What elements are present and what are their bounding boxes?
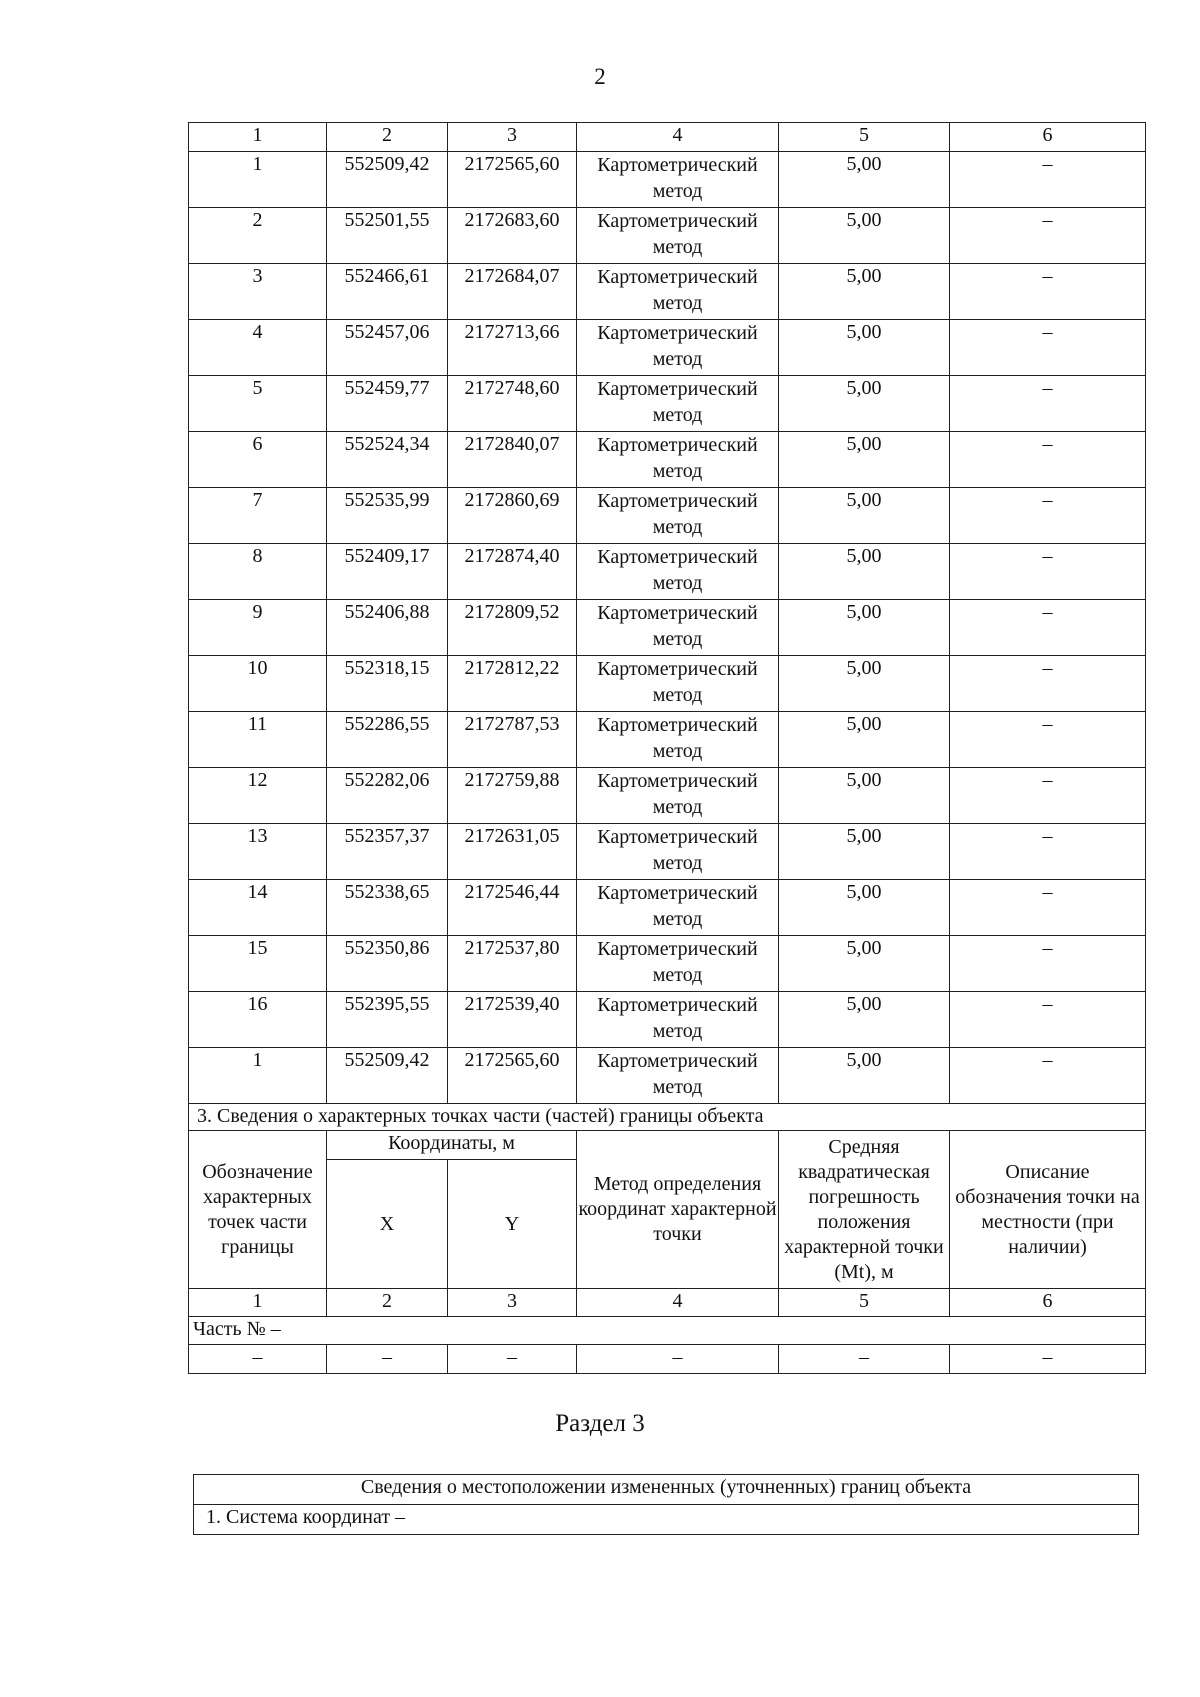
column-number: 4 xyxy=(577,123,779,152)
section-3-header-row xyxy=(189,1131,1146,1160)
point-number-cell: 15 xyxy=(189,936,327,992)
column-number: 4 xyxy=(577,1289,779,1317)
section-3-title: 3. Сведения о характерных точках части (частей) границы объекта xyxy=(189,1104,1146,1131)
accuracy-cell: 5,00 xyxy=(779,152,950,208)
description-cell: – xyxy=(950,992,1146,1048)
column-number: 6 xyxy=(950,1289,1146,1317)
point-number-cell: 10 xyxy=(189,656,327,712)
accuracy-cell: 5,00 xyxy=(779,992,950,1048)
method-cell: Картометрический метод xyxy=(577,1048,779,1104)
point-number-cell: 7 xyxy=(189,488,327,544)
empty-cell: – xyxy=(577,1345,779,1374)
accuracy-cell: 5,00 xyxy=(779,824,950,880)
page-number: 2 xyxy=(594,64,606,89)
empty-cell: – xyxy=(189,1345,327,1374)
point-number-cell: 8 xyxy=(189,544,327,600)
empty-cell: – xyxy=(950,1345,1146,1374)
boundary-points-table xyxy=(188,122,1146,1374)
method-cell: Картометрический метод xyxy=(577,320,779,376)
x-coordinate-cell: 552357,37 xyxy=(327,824,448,880)
empty-cell: – xyxy=(779,1345,950,1374)
header-x: X xyxy=(327,1160,448,1289)
method-cell: Картометрический метод xyxy=(577,712,779,768)
y-coordinate-cell: 2172809,52 xyxy=(448,600,577,656)
description-cell: – xyxy=(950,264,1146,320)
x-coordinate-cell: 552535,99 xyxy=(327,488,448,544)
x-coordinate-cell: 552338,65 xyxy=(327,880,448,936)
description-cell: – xyxy=(950,656,1146,712)
x-coordinate-cell: 552318,15 xyxy=(327,656,448,712)
x-coordinate-cell: 552509,42 xyxy=(327,152,448,208)
method-cell: Картометрический метод xyxy=(577,208,779,264)
accuracy-cell: 5,00 xyxy=(779,1048,950,1104)
method-cell: Картометрический метод xyxy=(577,152,779,208)
header-y: Y xyxy=(448,1160,577,1289)
part-number-label: Часть № – xyxy=(189,1317,1146,1345)
accuracy-cell: 5,00 xyxy=(779,880,950,936)
point-number-cell: 5 xyxy=(189,376,327,432)
table-row xyxy=(189,320,1146,376)
y-coordinate-cell: 2172565,60 xyxy=(448,1048,577,1104)
y-coordinate-cell: 2172631,05 xyxy=(448,824,577,880)
header-coordinates: Координаты, м xyxy=(327,1131,577,1160)
x-coordinate-cell: 552509,42 xyxy=(327,1048,448,1104)
coordinate-system-row xyxy=(194,1505,1139,1535)
description-cell: – xyxy=(950,376,1146,432)
point-number-cell: 1 xyxy=(189,152,327,208)
point-number-cell: 2 xyxy=(189,208,327,264)
method-cell: Картометрический метод xyxy=(577,488,779,544)
table-row xyxy=(189,1048,1146,1104)
x-coordinate-cell: 552466,61 xyxy=(327,264,448,320)
y-coordinate-cell: 2172787,53 xyxy=(448,712,577,768)
y-coordinate-cell: 2172840,07 xyxy=(448,432,577,488)
column-number: 6 xyxy=(950,123,1146,152)
table-row xyxy=(189,880,1146,936)
accuracy-cell: 5,00 xyxy=(779,264,950,320)
changed-boundaries-header: Сведения о местоположении измененных (уточненных) границ объекта xyxy=(194,1475,1139,1505)
column-number: 1 xyxy=(189,1289,327,1317)
razdel-title: Раздел 3 xyxy=(555,1410,645,1437)
changed-boundaries-header-row xyxy=(194,1475,1139,1505)
x-coordinate-cell: 552286,55 xyxy=(327,712,448,768)
accuracy-cell: 5,00 xyxy=(779,376,950,432)
description-cell: – xyxy=(950,768,1146,824)
column-number: 2 xyxy=(327,123,448,152)
accuracy-cell: 5,00 xyxy=(779,488,950,544)
method-cell: Картометрический метод xyxy=(577,432,779,488)
header-point-designation: Обозначение характерных точек части границы xyxy=(189,1131,327,1289)
empty-data-row xyxy=(189,1345,1146,1374)
description-cell: – xyxy=(950,544,1146,600)
description-cell: – xyxy=(950,824,1146,880)
section-3-column-numbers xyxy=(189,1289,1146,1317)
description-cell: – xyxy=(950,320,1146,376)
table-row xyxy=(189,824,1146,880)
description-cell: – xyxy=(950,208,1146,264)
method-cell: Картометрический метод xyxy=(577,544,779,600)
table-row xyxy=(189,712,1146,768)
y-coordinate-cell: 2172713,66 xyxy=(448,320,577,376)
point-number-cell: 12 xyxy=(189,768,327,824)
accuracy-cell: 5,00 xyxy=(779,768,950,824)
table-row xyxy=(189,936,1146,992)
table-row xyxy=(189,768,1146,824)
y-coordinate-cell: 2172874,40 xyxy=(448,544,577,600)
x-coordinate-cell: 552350,86 xyxy=(327,936,448,992)
y-coordinate-cell: 2172812,22 xyxy=(448,656,577,712)
method-cell: Картометрический метод xyxy=(577,264,779,320)
description-cell: – xyxy=(950,152,1146,208)
table-row xyxy=(189,488,1146,544)
x-coordinate-cell: 552459,77 xyxy=(327,376,448,432)
method-cell: Картометрический метод xyxy=(577,768,779,824)
y-coordinate-cell: 2172759,88 xyxy=(448,768,577,824)
table-row xyxy=(189,376,1146,432)
description-cell: – xyxy=(950,1048,1146,1104)
y-coordinate-cell: 2172748,60 xyxy=(448,376,577,432)
table-row xyxy=(189,992,1146,1048)
method-cell: Картометрический метод xyxy=(577,992,779,1048)
accuracy-cell: 5,00 xyxy=(779,544,950,600)
method-cell: Картометрический метод xyxy=(577,880,779,936)
empty-cell: – xyxy=(448,1345,577,1374)
accuracy-cell: 5,00 xyxy=(779,656,950,712)
column-number: 2 xyxy=(327,1289,448,1317)
table-row xyxy=(189,656,1146,712)
part-number-row xyxy=(189,1317,1146,1345)
table-row xyxy=(189,600,1146,656)
empty-cell: – xyxy=(327,1345,448,1374)
accuracy-cell: 5,00 xyxy=(779,600,950,656)
changed-boundaries-table xyxy=(193,1474,1139,1535)
method-cell: Картометрический метод xyxy=(577,656,779,712)
table-row xyxy=(189,544,1146,600)
method-cell: Картометрический метод xyxy=(577,600,779,656)
accuracy-cell: 5,00 xyxy=(779,712,950,768)
y-coordinate-cell: 2172539,40 xyxy=(448,992,577,1048)
x-coordinate-cell: 552406,88 xyxy=(327,600,448,656)
x-coordinate-cell: 552524,34 xyxy=(327,432,448,488)
column-number: 3 xyxy=(448,1289,577,1317)
point-number-cell: 9 xyxy=(189,600,327,656)
y-coordinate-cell: 2172546,44 xyxy=(448,880,577,936)
table-row xyxy=(189,208,1146,264)
header-method: Метод определения координат характерной точки xyxy=(577,1131,779,1289)
column-number: 5 xyxy=(779,1289,950,1317)
y-coordinate-cell: 2172684,07 xyxy=(448,264,577,320)
table-row xyxy=(189,264,1146,320)
point-number-cell: 16 xyxy=(189,992,327,1048)
description-cell: – xyxy=(950,936,1146,992)
column-numbers-row xyxy=(189,123,1146,152)
column-number: 3 xyxy=(448,123,577,152)
method-cell: Картометрический метод xyxy=(577,824,779,880)
column-number: 1 xyxy=(189,123,327,152)
description-cell: – xyxy=(950,488,1146,544)
table-row xyxy=(189,432,1146,488)
y-coordinate-cell: 2172683,60 xyxy=(448,208,577,264)
x-coordinate-cell: 552409,17 xyxy=(327,544,448,600)
point-number-cell: 3 xyxy=(189,264,327,320)
x-coordinate-cell: 552457,06 xyxy=(327,320,448,376)
point-number-cell: 11 xyxy=(189,712,327,768)
method-cell: Картометрический метод xyxy=(577,376,779,432)
point-number-cell: 13 xyxy=(189,824,327,880)
accuracy-cell: 5,00 xyxy=(779,320,950,376)
coordinate-system: 1. Система координат – xyxy=(194,1505,1139,1535)
header-description: Описание обозначения точки на местности (при наличии) xyxy=(950,1131,1146,1289)
column-number: 5 xyxy=(779,123,950,152)
y-coordinate-cell: 2172860,69 xyxy=(448,488,577,544)
accuracy-cell: 5,00 xyxy=(779,936,950,992)
section-3-title-row xyxy=(189,1104,1146,1131)
y-coordinate-cell: 2172537,80 xyxy=(448,936,577,992)
point-number-cell: 1 xyxy=(189,1048,327,1104)
y-coordinate-cell: 2172565,60 xyxy=(448,152,577,208)
description-cell: – xyxy=(950,600,1146,656)
header-accuracy: Средняя квадратическая погрешность положения характерной точки (Mt), м xyxy=(779,1131,950,1289)
accuracy-cell: 5,00 xyxy=(779,432,950,488)
description-cell: – xyxy=(950,712,1146,768)
x-coordinate-cell: 552282,06 xyxy=(327,768,448,824)
x-coordinate-cell: 552395,55 xyxy=(327,992,448,1048)
description-cell: – xyxy=(950,432,1146,488)
accuracy-cell: 5,00 xyxy=(779,208,950,264)
x-coordinate-cell: 552501,55 xyxy=(327,208,448,264)
description-cell: – xyxy=(950,880,1146,936)
point-number-cell: 4 xyxy=(189,320,327,376)
point-number-cell: 14 xyxy=(189,880,327,936)
method-cell: Картометрический метод xyxy=(577,936,779,992)
point-number-cell: 6 xyxy=(189,432,327,488)
table-row xyxy=(189,152,1146,208)
